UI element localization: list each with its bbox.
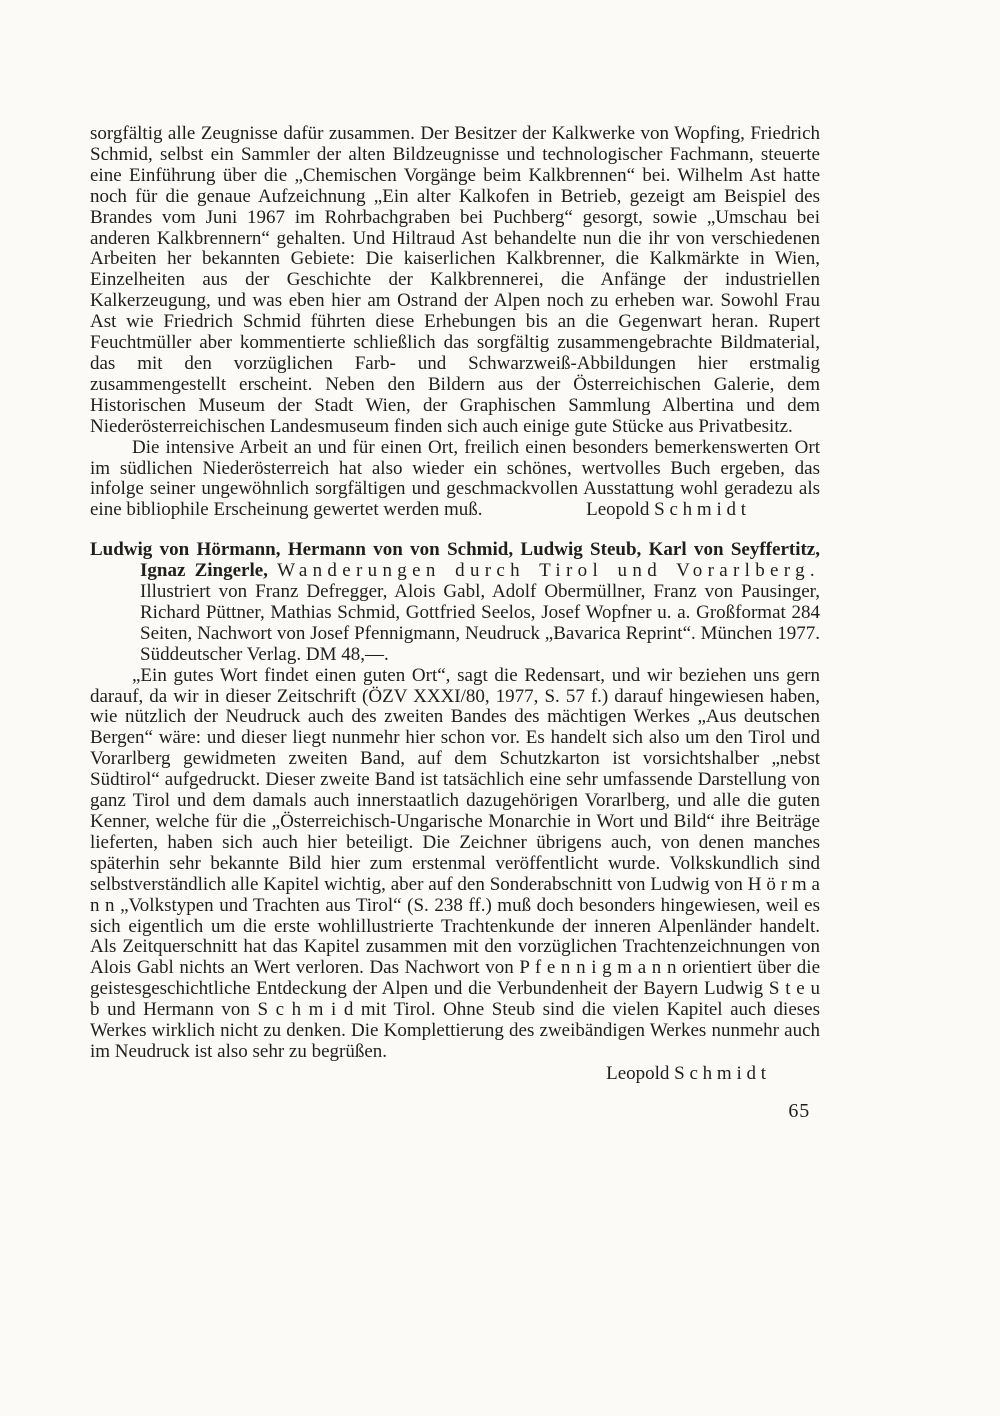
review-body-text: „Ein gutes Wort findet einen guten Ort“, sagt die Redensart, und wir beziehen uns gern darauf, da wir in dieser Zeitschrift (ÖZV XXXI/80, 1977, S. 57 f.) darauf hingewiesen haben, wie nützlich der Neudruck auch des zweiten Bandes des mächtigen Werkes „Aus deutschen Bergen“ wäre: und dieser liegt nunmehr hier schon vor. Es handelt sich also um den Tirol und Vorarlberg gewidmeten zweiten Band, auf dem Schutzkarton ist vorsichtshalber „nebst Südtirol“ aufgedruckt. Dieser zweite Band ist tatsächlich eine sehr umfassende Darstellung von ganz Tirol und dem damals auch innerstaatlich dazugehörigen Vorarlberg, und alle die guten Kenner, welche für die „Österreichisch-Ungarische Monarchie in Wort und Bild“ ihre Beiträge lieferten, haben sich auch hier beteiligt. Die Zeichner übrigens auch, von denen manches späterhin sehr bekannte Bild hier zum erstenmal veröffentlicht wurde. Volkskundlich sind selbstverständlich alle Kapitel wichtig, aber auf den Sonderabschnitt von Ludwig von H ö r m a n n „Volkstypen und Trachten aus Tirol“ (S. 238 ff.) muß doch besonders hingewiesen, weil es sich eigentlich um die erste wohlillustrierte Trachtenkunde der inneren Alpenländer handelt. Als Zeitquerschnitt hat das Kapitel zusammen mit den vorzüglichen Trachtenzeichnungen von Alois Gabl nichts an Wert verloren. Das Nachwort von P f e n n i g m a n n orientiert über die geistesgeschichtliche Entdeckung der Alpen und die Verbundenheit der Bayern Ludwig S t e u b und Hermann von S c h m i d mit Tirol. Ohne Steub sind die vielen Kapitel auch dieses Werkes wirklich nicht zu denken. Die Komplettierung des zweibändigen Werkes nunmehr auch im Neudruck ist also sehr zu begrüßen. xyxy=(90,664,820,1062)
text-column xyxy=(90,124,820,1122)
signature-line xyxy=(90,1064,820,1085)
closing-paragraph-text: Die intensive Arbeit an und für einen Ort, freilich einen besonders bemerkenswerten Ort im südlichen Niederösterreich hat also wieder ein schönes, wertvolles Buch ergeben, das infolge seiner ungewöhnlich sorgfältigen und geschmackvollen Ausstattung wohl geradezu als eine bibliophile Erscheinung gewertet werden muß. xyxy=(90,437,820,521)
citation-title: Wanderungen durch Tirol und Vorarlberg. xyxy=(277,560,820,582)
continuation-paragraph xyxy=(90,124,820,438)
citation-details: Illustriert von Franz Defregger, Alois Gabl, Adolf Obermüllner, Franz von Pausinger, Richard Püttner, Mathias Schmid, Gottfried Seelos, Josef Wopfner u. a. Großformat 284 Seiten, Nachwort von Josef Pfennigmann, Neudruck „Bavarica Reprint“. München 1977. Süddeutscher Verlag. DM 48,—. xyxy=(140,581,820,665)
review-body-paragraph xyxy=(90,666,820,1063)
closing-paragraph xyxy=(90,438,820,522)
citation-authors: Ludwig von Hörmann, Hermann von von Schmid, Ludwig Steub, Karl von Seyffertitz, Ignaz Zingerle, xyxy=(90,539,820,582)
book-citation xyxy=(90,540,820,665)
continuation-paragraph-text: sorgfältig alle Zeugnisse dafür zusammen. Der Besitzer der Kalkwerke von Wopfing, Friedrich Schmid, selbst ein Sammler der alten Bildzeugnisse und technologischer Fachmann, steuerte eine Einführung über die „Chemischen Vorgänge beim Kalkbrennen“ bei. Wilhelm Ast hatte noch für die genaue Aufzeichnung „Ein alter Kalkofen in Betrieb, gezeigt am Beispiel des Brandes vom Juni 1967 im Rohrbachgraben bei Puchberg“ gesorgt, sowie „Umschau bei anderen Kalkbrennern“ gehalten. Und Hiltraud Ast behandelte nun die ihr von verschiedenen Arbeiten her bekannten Gebiete: Die kaiserlichen Kalkbrenner, die Kalkmärkte in Wien, Einzelheiten aus der Geschichte der Kalkbrennerei, die Anfänge der industriellen Kalkerzeugung, und was eben hier am Ostrand der Alpen noch zu erheben war. Sowohl Frau Ast wie Friedrich Schmid führten diese Erhebungen bis an die Gegenwart heran. Rupert Feuchtmüller aber kommentierte schließlich das sorgfältig zusammengebrachte Bildmaterial, das mit den vorzüglichen Farb- und Schwarzweiß-Abbildungen hier erstmalig zusammengestellt erscheint. Neben den Bildern aus der Österreichischen Galerie, dem Historischen Museum der Stadt Wien, der Graphischen Sammlung Albertina und dem Niederösterreichischen Landesmuseum finden sich auch einige gute Stücke aus Privatbesitz. xyxy=(90,123,820,437)
reviewer-signature-inline: Leopold S c h m i d t xyxy=(586,499,746,521)
page-number: 65 xyxy=(788,1099,810,1122)
reviewer-signature: Leopold S c h m i d t xyxy=(606,1062,766,1084)
